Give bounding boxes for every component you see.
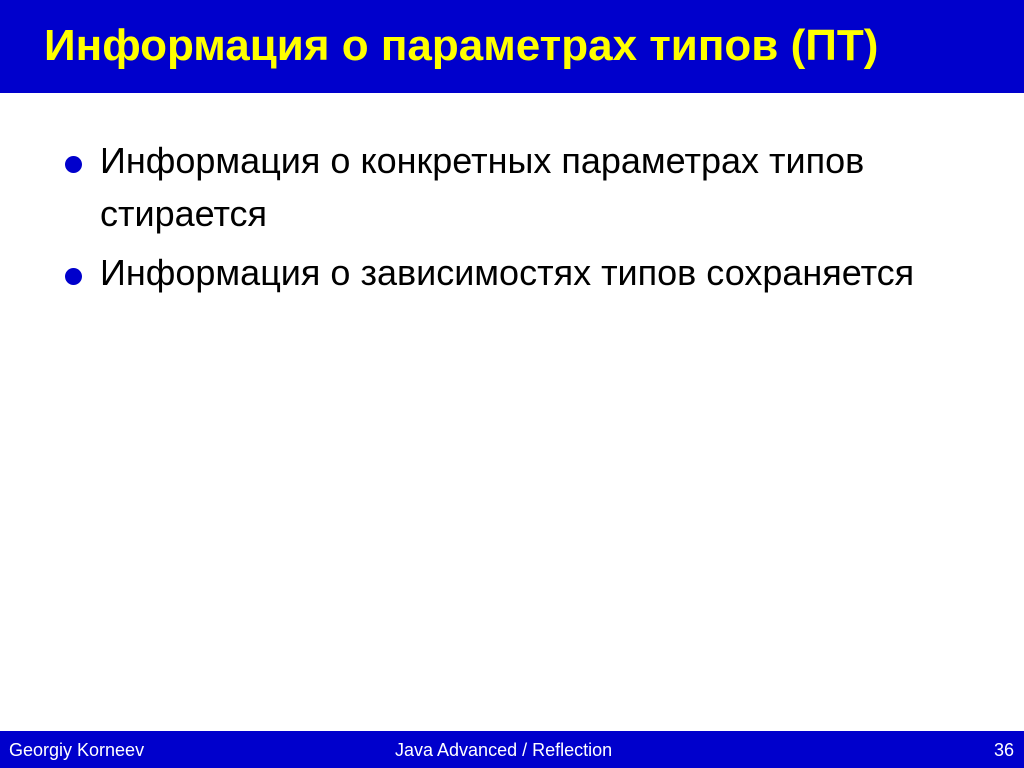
bullet-dot-icon (65, 156, 82, 173)
footer-bar (0, 731, 1024, 768)
title-bar (0, 0, 1024, 93)
page-number: 36 (993, 740, 1014, 760)
bullet-text: Информация о конкретных параметрах типов стирается (100, 140, 865, 234)
bullet-text: Информация о зависимостях типов сохраняется (100, 252, 915, 293)
footer-course: Java Advanced / Reflection (395, 740, 613, 760)
slide-title: Информация о параметрах типов (ПТ) (44, 21, 879, 70)
bullet-dot-icon (65, 268, 82, 285)
footer-author: Georgiy Korneev (9, 740, 145, 760)
